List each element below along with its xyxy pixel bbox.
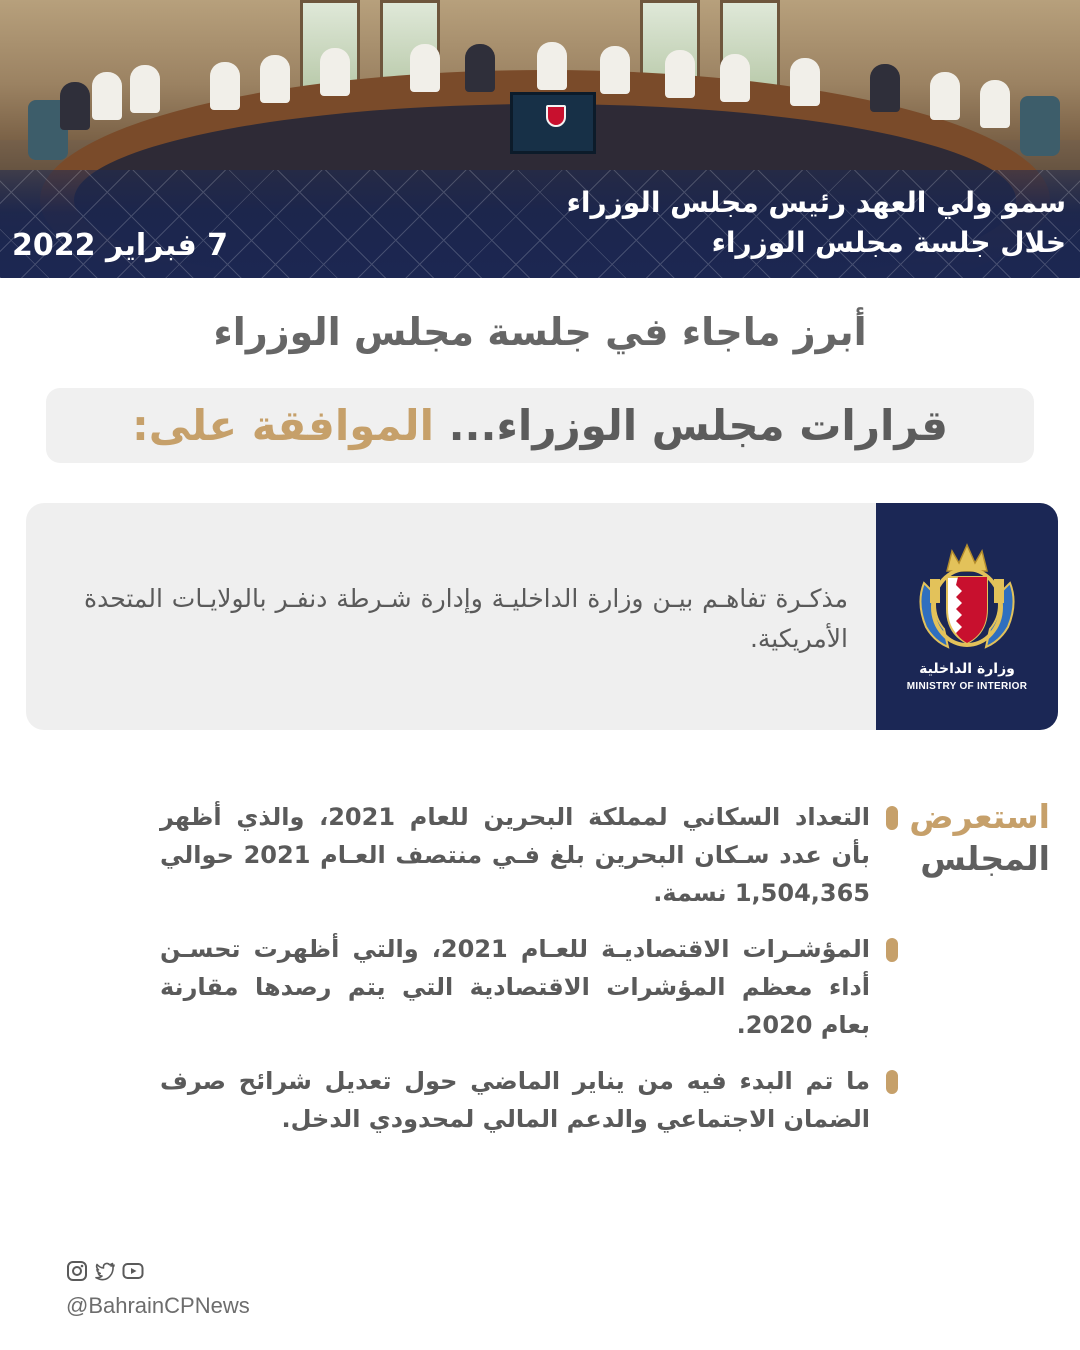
photo-person	[260, 55, 290, 103]
photo-person	[600, 46, 630, 94]
photo-person	[870, 64, 900, 112]
list-item	[160, 930, 898, 1044]
bullet-marker	[886, 938, 898, 962]
ministry-name-en: MINISTRY OF INTERIOR	[906, 681, 1028, 692]
photo-person	[930, 72, 960, 120]
photo-display-screen	[510, 92, 596, 154]
list-item	[160, 798, 898, 912]
photo-person	[790, 58, 820, 106]
list-item-text: ما تم البدء فيه من يناير الماضي حول تعديل شرائح صرف الضمان الاجتماعي والدعم المالي لمحدودي الدخل.	[160, 1067, 870, 1133]
page-title: أبرز ماجاء في جلسة مجلس الوزراء	[213, 310, 867, 354]
caption-line-1: سمو ولي العهد رئيس مجلس الوزراء	[566, 186, 1066, 219]
ministry-name-ar: وزارة الداخلية	[919, 661, 1015, 677]
photo-person	[720, 54, 750, 102]
decisions-accent: الموافقة على:	[131, 401, 434, 450]
social-handle[interactable]: @BahrainCPNews	[66, 1293, 250, 1318]
photo-person	[130, 65, 160, 113]
approval-text: مذكـرة تفاهـم بيـن وزارة الداخليـة وإدارة شـرطة دنفـر بالولايـات المتحدة الأمريكية.	[84, 584, 848, 653]
review-list	[160, 798, 898, 1138]
list-item	[160, 1062, 898, 1138]
twitter-icon[interactable]	[94, 1260, 116, 1282]
youtube-icon[interactable]	[122, 1260, 144, 1282]
photo-person	[92, 72, 122, 120]
list-item-text: التعداد السكاني لمملكة البحرين للعام 2021، والذي أظهر بأن عدد سـكان البحرين بلغ فـي منتصف العـام 2021 حوالي 1,504,365 نسمة.	[160, 803, 871, 907]
photo-person	[537, 42, 567, 90]
photo-caption	[366, 183, 1066, 263]
social-icons	[66, 1260, 144, 1282]
bullet-marker	[886, 806, 898, 830]
ministry-logo-panel	[876, 503, 1058, 730]
photo-person	[410, 44, 440, 92]
header-photo	[0, 0, 1080, 278]
approval-card	[26, 503, 1058, 730]
ministry-crest-icon	[914, 543, 1020, 655]
list-item-text: المؤشـرات الاقتصاديـة للعـام 2021، والتي أظهرت تحسـن أداء معظم المؤشرات الاقتصادية التي يتم رصدها مقارنة بعام 2020.	[160, 935, 870, 1039]
photo-person	[60, 82, 90, 130]
photo-person	[210, 62, 240, 110]
instagram-icon[interactable]	[66, 1260, 88, 1282]
photo-chair	[1020, 96, 1060, 156]
review-heading	[900, 796, 1050, 880]
photo-person	[665, 50, 695, 98]
decisions-prefix: قرارات مجلس الوزراء...	[448, 401, 949, 450]
bahrain-emblem-icon	[546, 105, 566, 127]
photo-person	[465, 44, 495, 92]
caption-line-2: خلال جلسة مجلس الوزراء	[711, 226, 1066, 259]
review-heading-line-2: المجلس	[920, 839, 1050, 878]
decisions-banner	[46, 388, 1034, 463]
bullet-marker	[886, 1070, 898, 1094]
review-heading-line-1: استعرض	[909, 797, 1050, 836]
photo-person	[320, 48, 350, 96]
session-date: 7 فبراير 2022	[12, 228, 229, 263]
photo-person	[980, 80, 1010, 128]
